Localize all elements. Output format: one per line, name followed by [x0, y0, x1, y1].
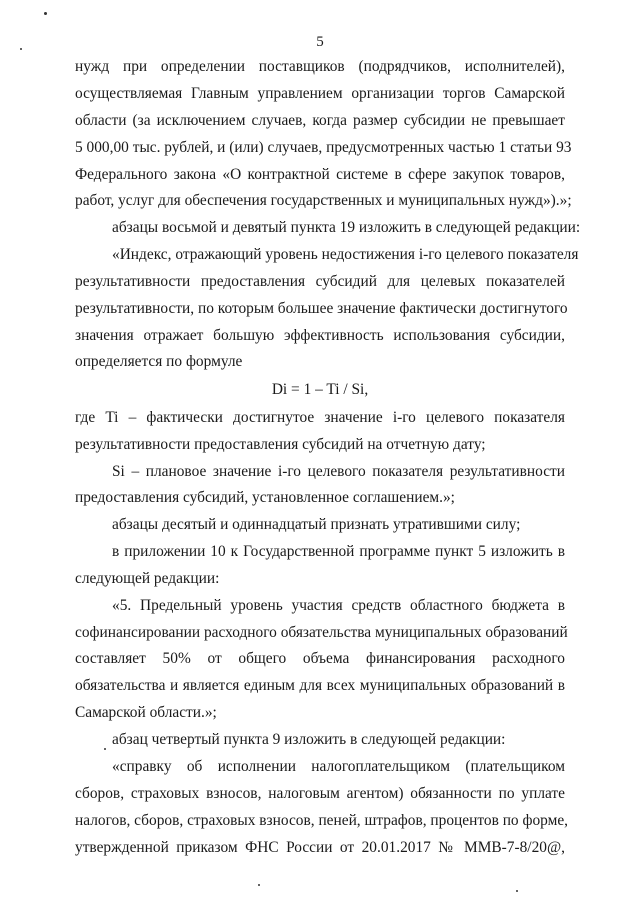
text-line: результативности предоставления субсидий для целевых показателей [75, 273, 565, 290]
scan-speck [258, 884, 260, 886]
text-line: составляет 50% от общего объема финансирования расходного [75, 650, 565, 667]
text-line: абзац четвертый пункта 9 изложить в следующей редакции: [112, 731, 506, 748]
text-line: утвержденной приказом ФНС России от 20.01.2017 № ММВ-7-8/20@, [75, 839, 565, 856]
text-line: предоставления субсидий, установленное соглашением.»; [75, 489, 455, 506]
text-line: налогов, сборов, страховых взносов, пеней, штрафов, процентов по форме, [75, 812, 569, 829]
text-line: определяется по формуле [75, 353, 243, 370]
scan-speck [516, 890, 518, 892]
formula: Di = 1 – Ti / Si, [271, 381, 369, 398]
text-line: абзацы десятый и одиннадцатый признать утратившими силу; [112, 516, 521, 533]
text-line: нужд при определении поставщиков (подрядчиков, исполнителей), [75, 58, 565, 75]
text-line: следующей редакции: [75, 570, 220, 587]
text-line: Самарской области.»; [75, 704, 217, 721]
page-number: 5 [316, 34, 324, 50]
text-line: софинансировании расходного обязательства муниципальных образований [75, 624, 568, 641]
scan-speck [104, 748, 106, 750]
text-line: в приложении 10 к Государственной программе пункт 5 изложить в [112, 543, 565, 560]
text-line: значения отражает большую эффективность использования субсидии, [75, 327, 565, 344]
text-line: области (за исключением случаев, когда размер субсидии не превышает [75, 112, 565, 129]
text-line: 5 000,00 тыс. рублей, и (или) случаев, предусмотренных частью 1 статьи 93 [75, 139, 572, 156]
text-line: Si – плановое значение i-го целевого показателя результативности [112, 463, 565, 480]
text-line: результативности предоставления субсидий на отчетную дату; [75, 436, 486, 453]
scan-speck [44, 12, 47, 15]
text-line: Федерального закона «О контрактной системе в сфере закупок товаров, [75, 166, 565, 183]
text-line: обязательства и является единым для всех муниципальных образований в [75, 677, 565, 694]
text-line: сборов, страховых взносов, налоговым агентом) обязанности по уплате [75, 785, 565, 802]
text-line: абзацы восьмой и девятый пункта 19 изложить в следующей редакции: [112, 219, 581, 236]
text-line: где Ti – фактически достигнутое значение i-го целевого показателя [75, 409, 565, 426]
text-line: «Индекс, отражающий уровень недостижения i-го целевого показателя [112, 246, 579, 263]
text-line: осуществляемая Главным управлением организации торгов Самарской [75, 85, 565, 102]
text-line: результативности, по которым большее значение фактически достигнутого [75, 300, 568, 317]
text-line: «5. Предельный уровень участия средств областного бюджета в [112, 597, 565, 614]
scan-speck [20, 48, 22, 50]
text-line: «справку об исполнении налогоплательщиком (плательщиком [112, 758, 565, 775]
text-line: работ, услуг для обеспечения государственных и муниципальных нужд»).»; [75, 192, 572, 209]
